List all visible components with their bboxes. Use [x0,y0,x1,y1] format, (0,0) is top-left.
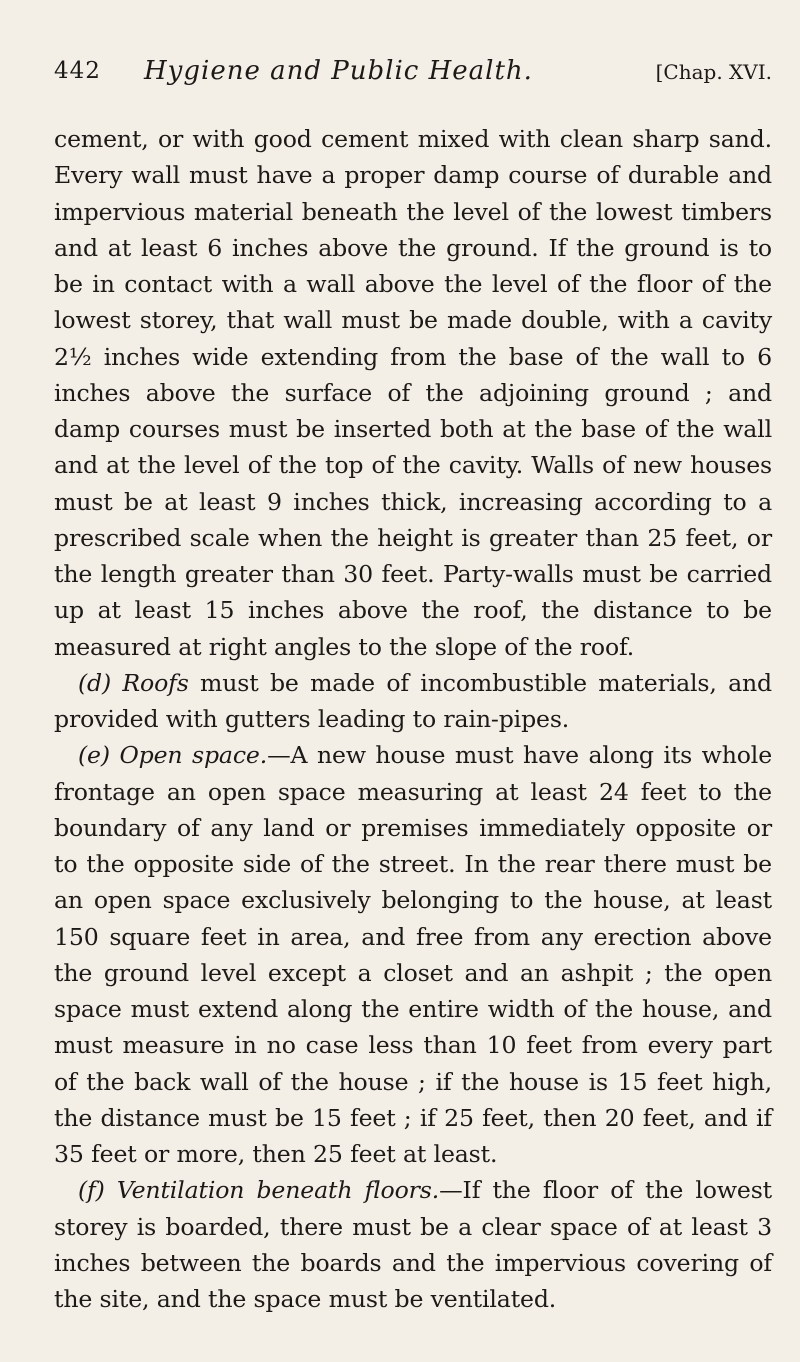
body-text [54,121,772,1317]
paragraph-label: (d) Roofs [78,668,189,697]
paragraph-label: (f) Ventilation beneath floors. [78,1176,440,1205]
page-number: 442 [54,58,101,84]
paragraph-ventilation [54,1172,772,1317]
paragraph-text: cement, or with good cement mixed with clean sharp sand. Every wall must have a proper damp course of durable and impervious material beneath the level of the lowest timbers and at least 6 inches above the ground. If the ground is to be in contact with a wall above the level of the floor of the lowest storey, that wall must be made double, with a cavity 2½ inches wide extending from the base of the wall to 6 inches above the surface of the adjoining ground ; and damp courses must be inserted both at the base of the wall and at the level of the top of the cavity. Walls of new houses must be at least 9 inches thick, increasing according to a prescribed scale when the height is greater than 25 feet, or the length greater than 30 feet. Party-walls must be carried up at least 15 inches above the roof, the distance to be measured at right angles to the slope of the roof. [54,125,772,661]
chapter-label: [Chap. XVI. [655,60,772,84]
paragraph-walls [54,121,772,665]
paragraph-label: (e) Open space. [78,741,268,770]
paragraph-text: must be made of incombustible materials, and provided with gutters leading to rain-pipes. [54,668,772,733]
paragraph-text: —A new house must have along its whole frontage an open space measuring at least 24 feet to the boundary of any land or premises immediately opposite or to the opposite side of the street. In the rear there must be an open space exclusively belonging to the house, at least 150 square feet in area, and free from any erection above the ground level except a closet and an ashpit ; the open space must extend along the entire width of the house, and must measure in no case less than 10 feet from every part of the back wall of the house ; if the house is 15 feet high, the distance must be 15 feet ; if 25 feet, then 20 feet, and if 35 feet or more, then 25 feet at least. [54,741,773,1168]
paragraph-roofs [54,665,772,738]
running-head [54,58,772,98]
running-title: Hygiene and Public Health. [144,56,533,86]
paragraph-open-space [54,737,772,1172]
paragraph-text: —If the floor of the lowest storey is boarded, there must be a clear space of at least 3 inches between the boards and the impervious covering of the site, and the space must be ventilated. [54,1176,772,1313]
